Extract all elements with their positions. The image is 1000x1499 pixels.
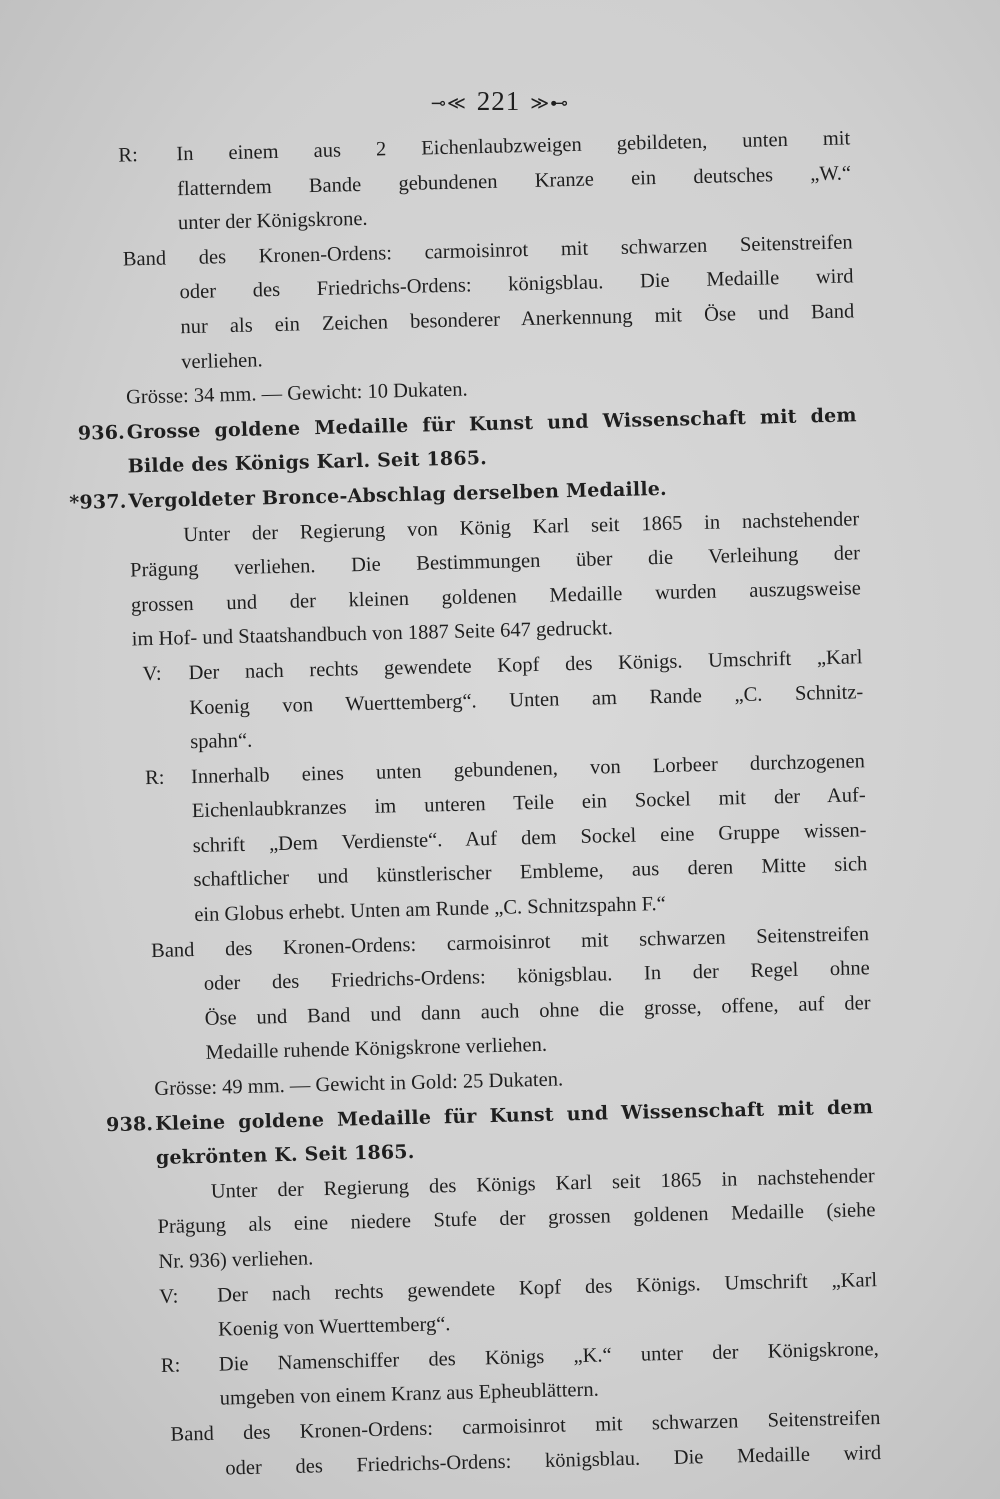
entry-938 — [83, 1090, 882, 1489]
text-line: oder des Friedrichs-Ordens: königsblau. Die Medaille wird — [225, 1441, 882, 1480]
entry-number: 938. — [105, 1112, 154, 1136]
text-line: Innerhalb eines unten gebundenen, von Lorbeer durchzogenen — [190, 749, 866, 788]
text-line: grossen und der kleinen goldenen Medaille wurden auszugsweise — [130, 576, 862, 617]
text-line: Der nach rechts gewendete Kopf des Königs. Umschrift „Karl — [217, 1268, 878, 1307]
obverse-description — [72, 640, 864, 762]
text-line: umgeben von einem Kranz aus Epheublättern. — [219, 1379, 599, 1410]
text-line: Der nach rechts gewendete Kopf des Königs. Umschrift „Karl — [188, 646, 863, 685]
text-line: Medaille ruhende Königskrone verliehen. — [205, 1034, 548, 1065]
text-line: schrift „Dem Verdienste“. Auf dem Sockel eine Gruppe wissen- — [192, 819, 867, 857]
text-line: Band des Kronen-Ordens: carmoisinrot mit schwarzen Seitenstreifen — [150, 922, 870, 962]
obverse-label: V: — [159, 1285, 179, 1308]
ribbon-description-1 — [62, 225, 855, 382]
text-line: verliehen. — [180, 348, 263, 373]
reverse-description-w — [60, 121, 852, 243]
text-line: nur als ein Zeichen besonderer Anerkennung mit Öse und Band — [180, 300, 855, 339]
text-line: oder des Friedrichs-Ordens: königsblau. In der Regel ohne — [203, 957, 871, 996]
obverse-label: V: — [142, 662, 162, 686]
text-line: Koenig von Wuerttemberg“. Unten am Rande „C. Schnitz- — [189, 680, 864, 719]
size-weight-2: Grösse: 49 mm. — Gewicht in Gold: 25 Dukaten. — [154, 1068, 564, 1101]
entry-title-line: Grosse goldene Medaille für Kunst und Wissenschaft mit dem — [126, 404, 857, 444]
text-line: Unter der Regierung des Königs Karl seit 1865 in nachstehender — [210, 1164, 875, 1203]
entry-title-line: Vergoldeter Bronce-Abschlag derselben Medaille. — [128, 477, 668, 513]
header-ornament-left-icon: ⊸≪ — [430, 93, 467, 114]
entry-title-line: gekrönten K. Seit 1865. — [155, 1141, 415, 1170]
text-line: Die Namenschiffer des Königs „K.“ unter der Königskrone, — [218, 1337, 879, 1376]
text-line: Unter der Regierung von König Karl seit 1865 in nachstehender — [183, 507, 860, 546]
entry-number: *937. — [69, 490, 127, 514]
text-line: Prägung als eine niedere Stufe der grossen goldenen Medaille (siehe — [157, 1199, 876, 1239]
text-line: ein Globus erhebt. Unten am Runde „C. Schnitzspahn F.“ — [194, 893, 666, 927]
text-line: Öse und Band und dann auch ohne die grosse, offene, auf der — [204, 991, 871, 1030]
text-line: Prägung verliehen. Die Bestimmungen über die Verleihung der — [129, 542, 861, 582]
text-line: spahn“. — [189, 729, 253, 754]
text-line: Band des Kronen-Ordens: carmoisinrot mit schwarzen Seitenstreifen — [170, 1406, 881, 1446]
text-line: In einem aus 2 Eichenlaubzweigen gebildeten, unten mit — [176, 127, 851, 166]
text-line: Eichenlaubkranzes im unteren Teile ein Sockel mit der Auf- — [191, 784, 866, 823]
entry-number: 936. — [77, 421, 126, 445]
reverse-label: R: — [144, 766, 165, 789]
text-line: flatterndem Bande gebundenen Kranze ein deutsches „W.“ — [176, 161, 852, 200]
entry-title-line: Bilde des Königs Karl. Seit 1865. — [127, 447, 488, 478]
size-weight-1: Grösse: 34 mm. — Gewicht: 10 Dukaten. — [125, 378, 468, 409]
page-body — [60, 121, 882, 1488]
text-line: oder des Friedrichs-Ordens: königsblau. Die Medaille wird — [179, 265, 854, 304]
text-line: Nr. 936) verliehen. — [158, 1247, 314, 1273]
page-number: 221 — [476, 86, 521, 116]
text-line: Band des Kronen-Ordens: carmoisinrot mit schwarzen Seitenstreifen — [122, 231, 853, 271]
text-line: Koenig von Wuerttemberg“. — [217, 1313, 451, 1341]
reverse-label: R: — [160, 1354, 181, 1377]
reverse-description — [75, 744, 869, 936]
ribbon-description-2 — [79, 917, 872, 1074]
text-line: schaftlicher und künstlerischer Embleme, aus deren Mitte sich — [193, 853, 868, 892]
text-line: unter der Königskrone. — [177, 207, 368, 235]
text-line: im Hof- und Staatshandbuch von 1887 Seite 647 gedruckt. — [131, 617, 614, 651]
header-ornament-right-icon: ≫⊷ — [530, 93, 570, 114]
page-header — [0, 86, 1000, 117]
entry-title-line: Kleine goldene Medaille für Kunst und Wissenschaft mit dem — [154, 1095, 874, 1135]
entry-937 — [68, 467, 872, 1108]
reverse-label: R: — [118, 144, 139, 167]
